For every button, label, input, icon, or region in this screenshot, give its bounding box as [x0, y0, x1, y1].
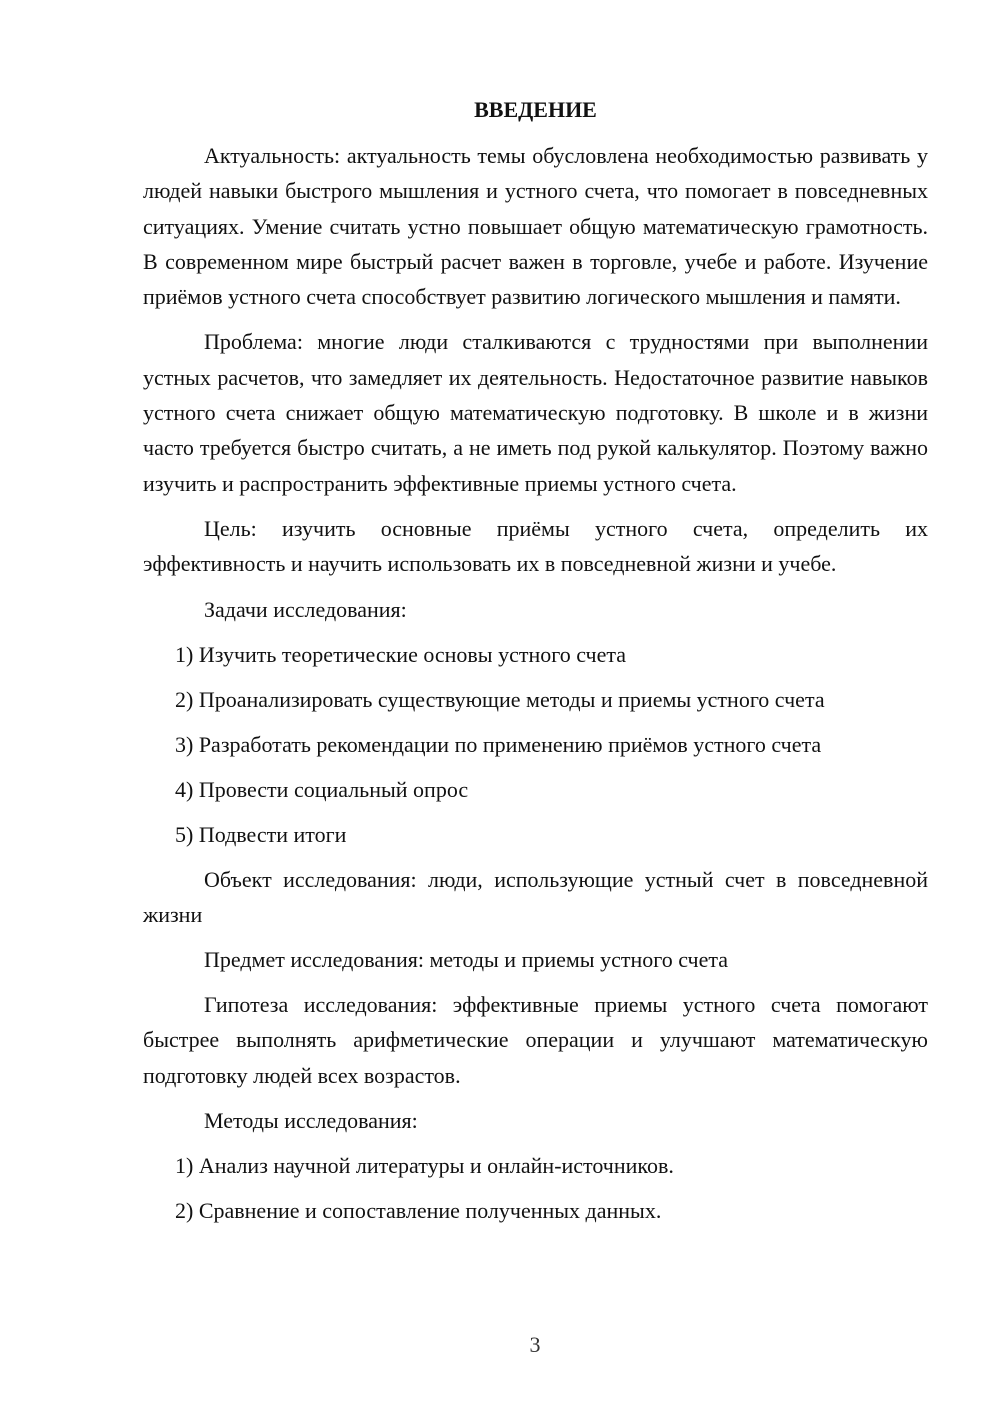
- list-item: 4) Провести социальный опрос: [175, 776, 469, 802]
- list-item: 5) Подвести итоги: [175, 821, 347, 847]
- subject-paragraph: Предмет исследования: методы и приемы устного счета: [204, 947, 729, 973]
- tasks-heading: Задачи исследования:: [204, 596, 407, 622]
- goal-paragraph: Цель: изучить основные приёмы устного счета, определить их эффективность и научить использовать их в повседневной жизни и учебе.: [143, 515, 928, 577]
- object-paragraph: Объект исследования: люди, использующие устный счет в повседневной жизни: [143, 866, 928, 927]
- problem-paragraph: Проблема: многие люди сталкиваются с трудностями при выполнении устных расчетов, что замедляет их деятельность. Недостаточное развитие навыков устного счета снижает общую математическую подготовку. В школе и в жизни часто требуется быстро считать, а не иметь под рукой калькулятор. Поэтому важно изучить и распространить эффективные приемы устного счета.: [143, 329, 928, 496]
- document-page: [143, 94, 928, 1238]
- list-item: 3) Разработать рекомендации по применению приёмов устного счета: [175, 731, 822, 757]
- hypothesis-paragraph: Гипотеза исследования: эффективные приемы устного счета помогают быстрее выполнять арифметические операции и улучшают математическую подготовку людей всех возрастов.: [143, 992, 928, 1088]
- methods-heading: Методы исследования:: [204, 1108, 418, 1134]
- relevance-paragraph: Актуальность: актуальность темы обусловлена необходимостью развивать у людей навыки быстрого мышления и устного счета, что помогает в повседневных ситуациях. Умение считать устно повышает общую математическую грамотность. В современном мире быстрый расчет важен в торговле, учебе и работе. Изучение приёмов устного счета способствует развитию логического мышления и памяти.: [143, 143, 928, 310]
- list-item: 2) Сравнение и сопоставление полученных данных.: [175, 1198, 662, 1224]
- methods-list: [143, 1148, 928, 1228]
- list-item: 1) Анализ научной литературы и онлайн-источников.: [175, 1153, 674, 1179]
- list-item: 1) Изучить теоретические основы устного счета: [175, 641, 627, 667]
- list-item: 2) Проанализировать существующие методы и приемы устного счета: [175, 686, 825, 712]
- page-number: 3: [529, 1332, 541, 1357]
- tasks-list: [143, 637, 928, 852]
- section-title: ВВЕДЕНИЕ: [474, 97, 597, 122]
